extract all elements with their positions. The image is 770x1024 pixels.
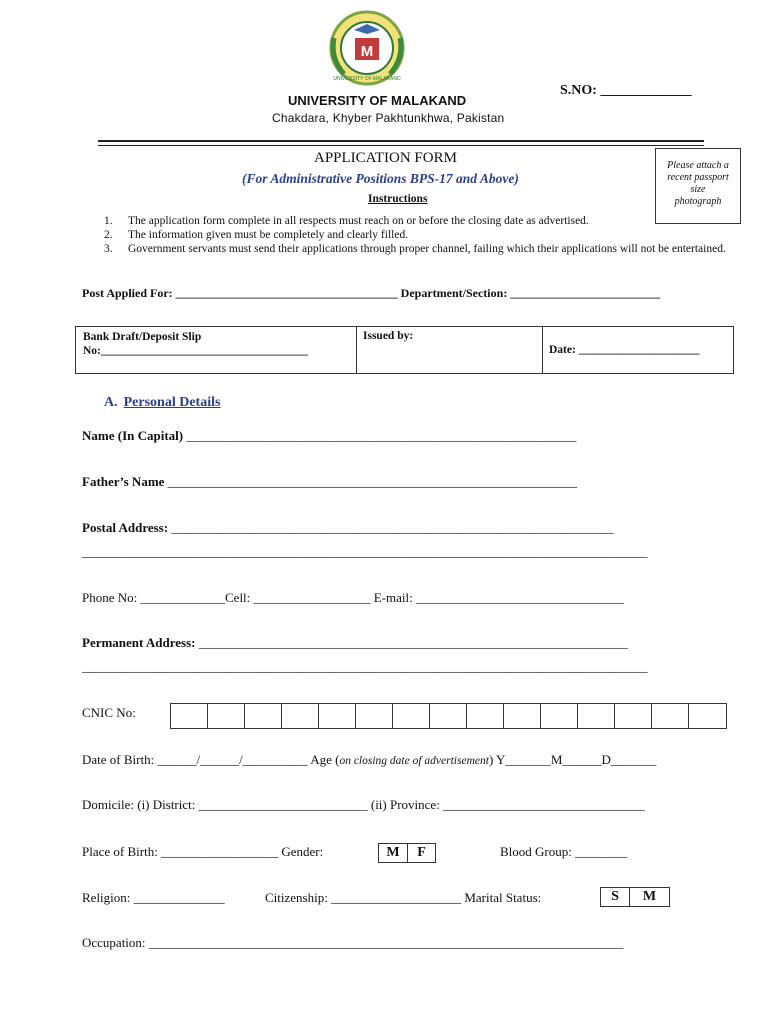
instructions-heading: Instructions bbox=[368, 193, 428, 205]
cnic-label: CNIC No: bbox=[82, 705, 136, 720]
photo-note-line: size bbox=[690, 184, 706, 195]
issued-by-label: Issued by: bbox=[363, 330, 414, 342]
date-field[interactable]: Date: _____________________ bbox=[549, 344, 700, 356]
photo-note-line: Please attach a bbox=[667, 160, 729, 171]
gender-option-female[interactable]: F bbox=[407, 844, 435, 862]
instruction-number: 1. bbox=[104, 215, 113, 227]
cnic-digit-box[interactable] bbox=[208, 704, 245, 728]
cnic-digit-box[interactable] bbox=[356, 704, 393, 728]
father-name-field[interactable] bbox=[82, 474, 577, 490]
post-applied-field[interactable]: Post Applied For: _____________________________________ Department/Section: _________________________ bbox=[82, 286, 661, 300]
form-subtitle: (For Administrative Positions BPS-17 and Above) bbox=[242, 171, 519, 186]
header-divider-thin bbox=[98, 145, 704, 146]
bank-draft-number-field[interactable]: No:____________________________________ bbox=[83, 345, 308, 357]
postal-address-field[interactable] bbox=[82, 520, 613, 536]
section-letter: A. bbox=[104, 395, 118, 410]
citizenship-field[interactable]: Citizenship: ____________________ Marital Status: bbox=[265, 890, 542, 905]
cnic-digit-box[interactable] bbox=[282, 704, 319, 728]
cnic-digit-box[interactable] bbox=[504, 704, 541, 728]
photo-note-line: photograph bbox=[674, 196, 722, 207]
name-field[interactable] bbox=[82, 428, 576, 444]
university-location: Chakdara, Khyber Pakhtunkhwa, Pakistan bbox=[272, 111, 505, 125]
domicile-field[interactable]: Domicile: (i) District: __________________________ (ii) Province: _______________________________ bbox=[82, 797, 645, 812]
issued-by-cell[interactable] bbox=[357, 327, 543, 373]
cnic-digit-box[interactable] bbox=[393, 704, 430, 728]
permanent-address-label: Permanent Address: bbox=[82, 635, 196, 650]
bank-draft-table bbox=[75, 326, 734, 374]
name-input-line[interactable]: ____________________________________________________________ bbox=[183, 428, 577, 443]
instruction-item bbox=[104, 214, 744, 228]
instruction-item bbox=[104, 242, 744, 256]
photo-box[interactable] bbox=[655, 148, 741, 224]
postal-address-line-2[interactable]: _______________________________________________________________________________________ bbox=[82, 544, 648, 559]
cnic-digit-box[interactable] bbox=[430, 704, 467, 728]
place-of-birth-field[interactable]: Place of Birth: __________________ Gender: bbox=[82, 844, 324, 859]
gender-options[interactable] bbox=[378, 843, 436, 863]
religion-field[interactable]: Religion: ______________ bbox=[82, 890, 225, 905]
date-of-birth-field[interactable] bbox=[82, 752, 656, 768]
name-label: Name (In Capital) bbox=[82, 428, 184, 443]
cnic-digit-box[interactable] bbox=[171, 704, 208, 728]
dob-note: on closing date of advertisement bbox=[339, 755, 489, 767]
instruction-text: The application form complete in all respects must reach on or before the closing date as advertised. bbox=[128, 215, 589, 227]
occupation-field[interactable]: Occupation: _________________________________________________________________________ bbox=[82, 935, 624, 950]
bank-draft-cell[interactable] bbox=[76, 327, 357, 373]
cnic-digit-box[interactable] bbox=[541, 704, 578, 728]
father-name-input-line[interactable]: _______________________________________________________________ bbox=[164, 474, 578, 489]
cnic-digit-box[interactable] bbox=[319, 704, 356, 728]
cnic-digit-box[interactable] bbox=[467, 704, 504, 728]
instruction-text: Government servants must send their applications through proper channel, failing which their applications will not be entertained. bbox=[128, 243, 726, 255]
gender-option-male[interactable]: M bbox=[386, 845, 400, 860]
section-title: Personal Details bbox=[123, 395, 221, 410]
serial-number-field[interactable]: S.NO: _____________ bbox=[560, 83, 692, 98]
svg-text:M: M bbox=[360, 43, 374, 60]
blood-group-field[interactable]: Blood Group: ________ bbox=[500, 844, 628, 859]
age-text: ) Y_______M______D_______ bbox=[488, 752, 657, 767]
cnic-digit-box[interactable] bbox=[578, 704, 615, 728]
photo-note-line: recent passport bbox=[667, 172, 729, 183]
instruction-item bbox=[104, 228, 744, 242]
instruction-text: The information given must be completely and clearly filled. bbox=[128, 229, 409, 241]
phone-cell-email-field[interactable]: Phone No: _____________Cell: __________________ E-mail: ________________________________ bbox=[82, 590, 625, 605]
cnic-digit-box[interactable] bbox=[652, 704, 689, 728]
marital-option-single[interactable]: S bbox=[611, 889, 619, 904]
section-personal-details-heading bbox=[104, 395, 220, 411]
marital-status-options[interactable] bbox=[600, 887, 670, 907]
instruction-number: 3. bbox=[104, 243, 113, 255]
date-cell[interactable] bbox=[543, 327, 733, 373]
university-name: UNIVERSITY OF MALAKAND bbox=[288, 93, 467, 108]
postal-address-input-line[interactable]: ____________________________________________________________________ bbox=[168, 520, 614, 535]
permanent-address-line-2[interactable]: _______________________________________________________________________________________ bbox=[82, 659, 648, 674]
cnic-digit-box[interactable] bbox=[615, 704, 652, 728]
father-name-label: Father’s Name bbox=[82, 474, 165, 489]
cnic-input-boxes[interactable] bbox=[170, 703, 727, 729]
header-divider bbox=[98, 140, 704, 142]
svg-text:UNIVERSITY OF MALAKAND: UNIVERSITY OF MALAKAND bbox=[333, 76, 401, 82]
cnic-digit-box[interactable] bbox=[245, 704, 282, 728]
permanent-address-field[interactable] bbox=[82, 635, 628, 651]
cnic-digit-box[interactable] bbox=[689, 704, 726, 728]
marital-option-married[interactable]: M bbox=[629, 888, 669, 906]
university-logo bbox=[322, 8, 412, 88]
dob-text: Date of Birth: ______/______/__________ Age ( bbox=[82, 752, 340, 767]
form-title: APPLICATION FORM bbox=[314, 150, 457, 166]
postal-address-label: Postal Address: bbox=[82, 520, 169, 535]
instructions-list bbox=[104, 214, 744, 256]
instruction-number: 2. bbox=[104, 229, 113, 241]
permanent-address-input-line[interactable]: __________________________________________________________________ bbox=[195, 635, 628, 650]
bank-draft-label: Bank Draft/Deposit Slip bbox=[83, 331, 202, 343]
